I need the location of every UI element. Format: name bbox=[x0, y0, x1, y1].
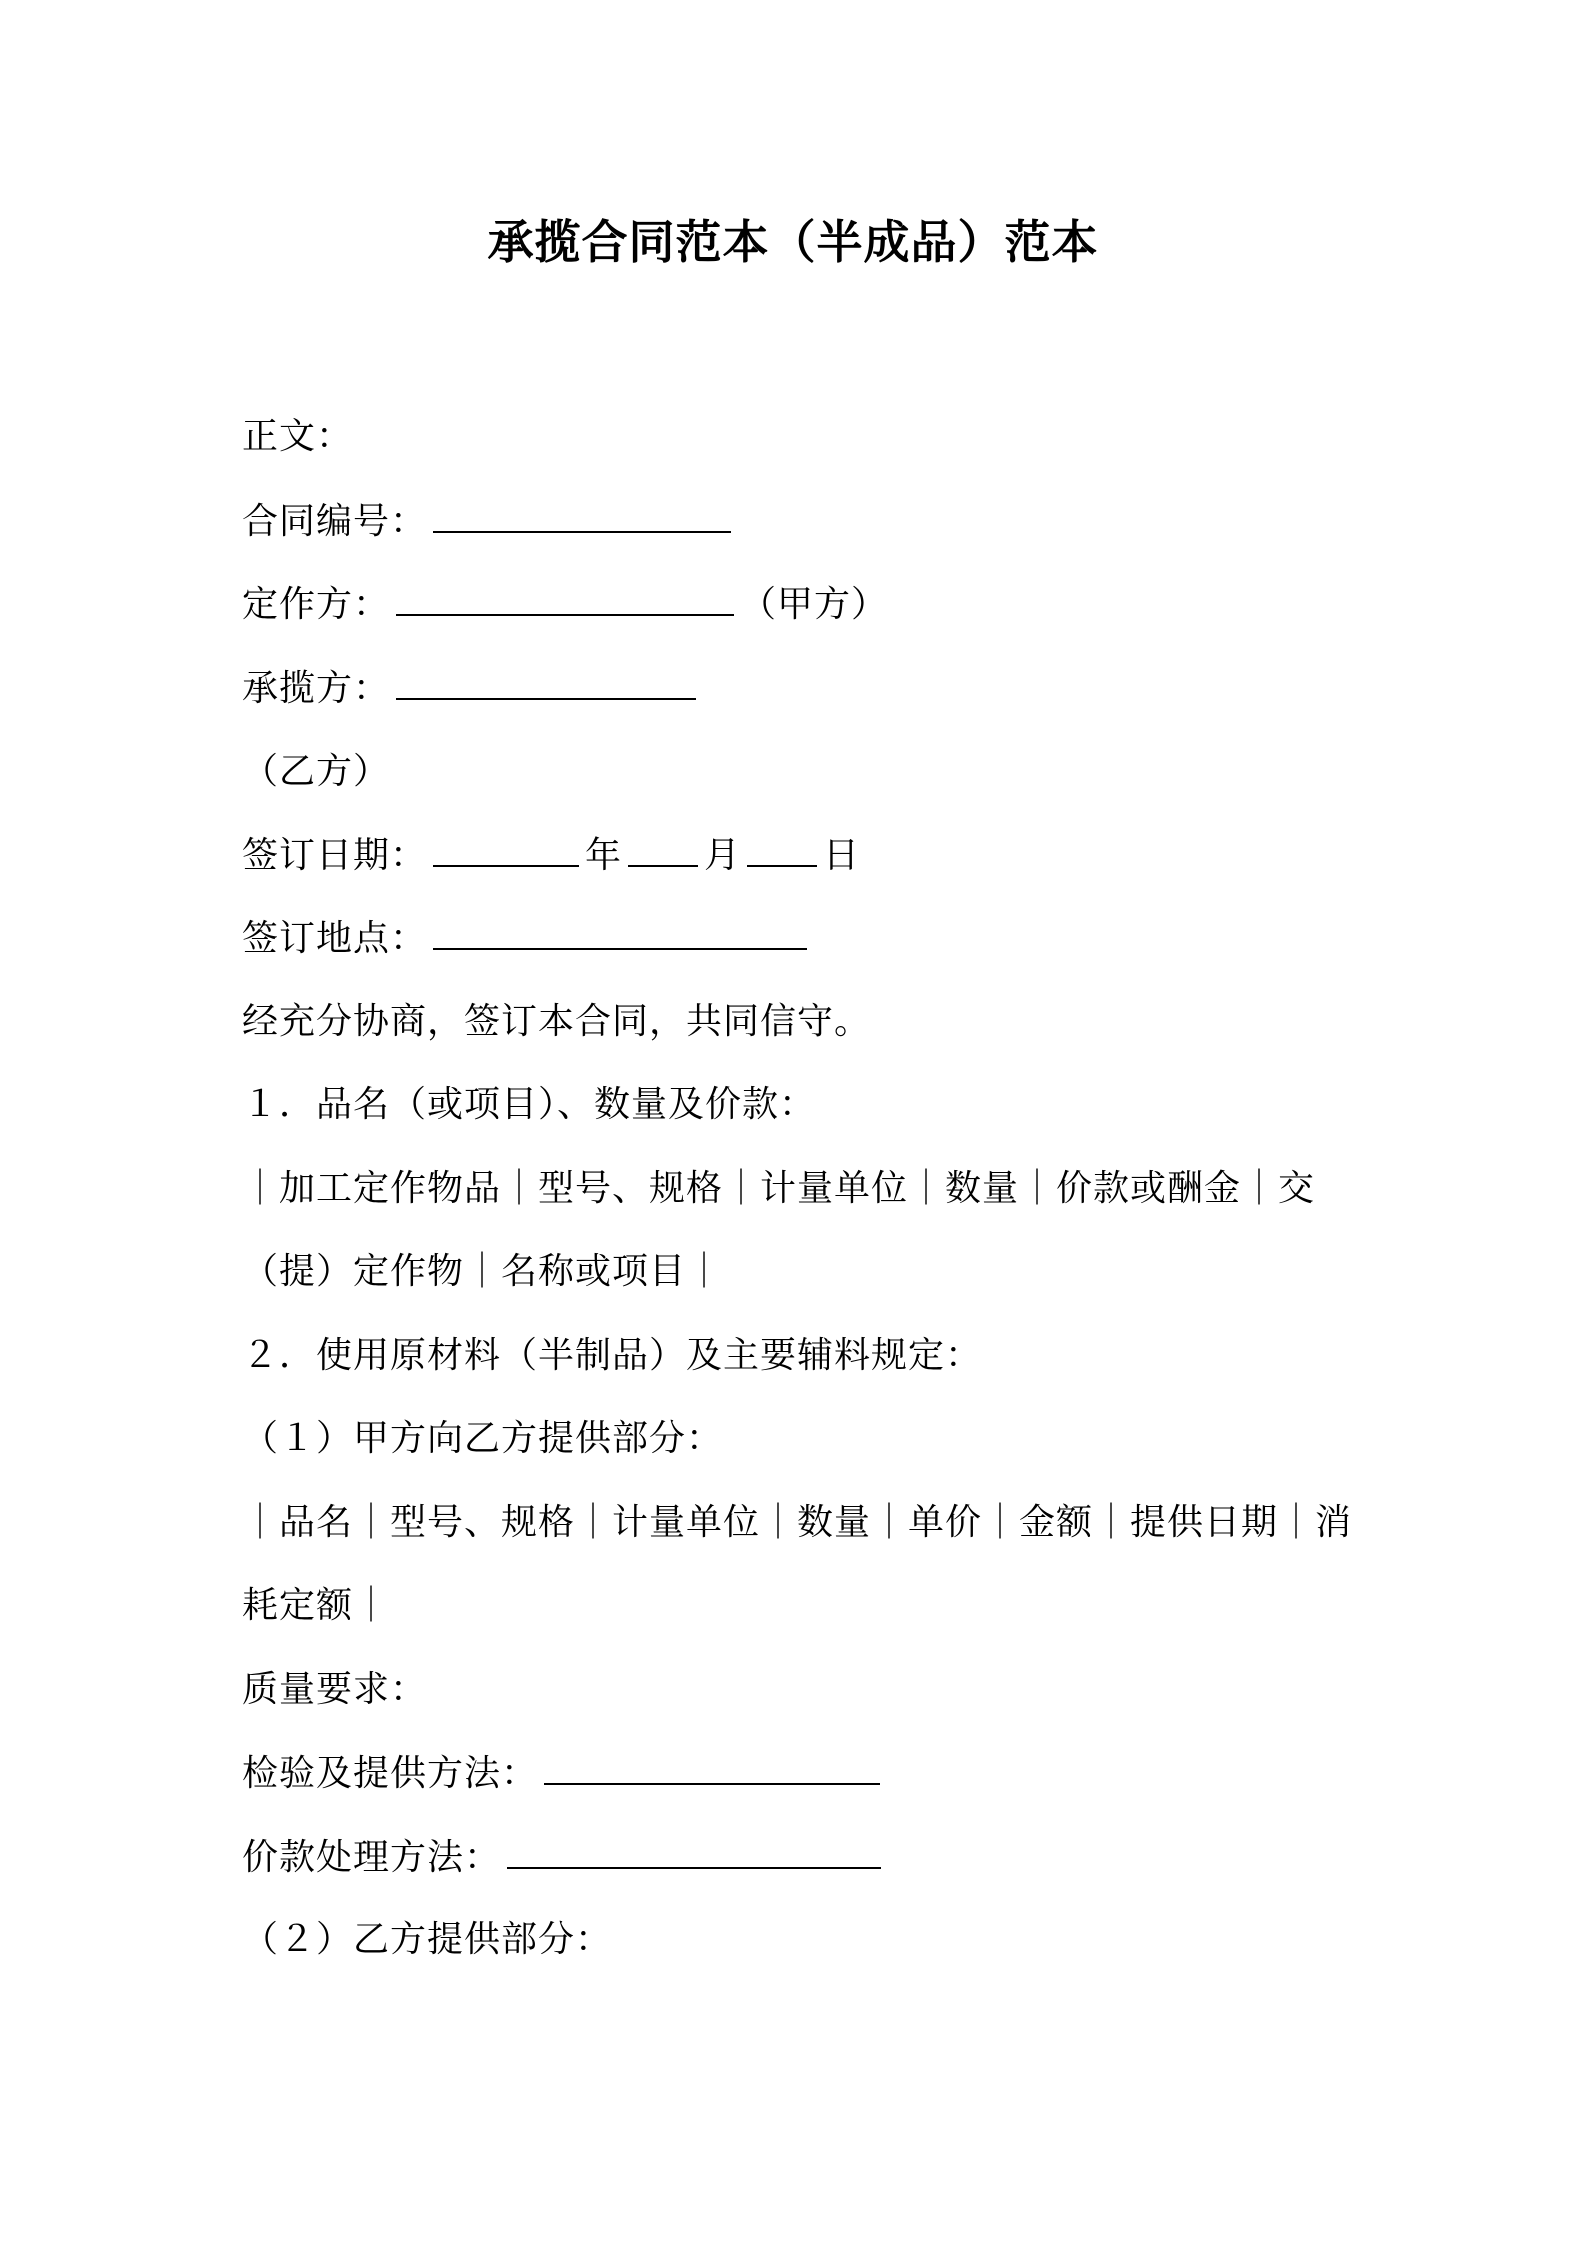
text-line-table-1-header-cont bbox=[242, 1248, 723, 1296]
section-1-heading: １．品名（或项目）、数量及价款： bbox=[242, 1084, 817, 1125]
day-label: 日 bbox=[823, 835, 861, 876]
inspection-method-blank bbox=[544, 1749, 880, 1785]
signing-date-label: 签订日期： bbox=[242, 835, 428, 876]
text-line-party-b bbox=[242, 748, 390, 796]
text-line-body-heading bbox=[242, 413, 353, 461]
text-line-ordering-party bbox=[242, 580, 888, 629]
contractor-label: 承揽方： bbox=[242, 668, 391, 709]
contract-number-blank bbox=[433, 497, 731, 533]
text-line-subsection-1 bbox=[242, 1415, 723, 1463]
text-line-quality-requirements bbox=[242, 1666, 427, 1714]
contract-number-label: 合同编号： bbox=[242, 501, 428, 542]
signing-place-blank bbox=[433, 914, 807, 950]
text-line-table-2-header bbox=[242, 1499, 1352, 1547]
document-title: 承揽合同范本（半成品）范本 bbox=[487, 215, 1099, 269]
month-label: 月 bbox=[704, 835, 742, 876]
text-line-table-1-header bbox=[242, 1165, 1315, 1213]
payment-method-blank bbox=[507, 1833, 881, 1869]
text-line-section-1 bbox=[242, 1081, 816, 1129]
text-line-subsection-2 bbox=[242, 1916, 612, 1964]
inspection-method-label: 检验及提供方法： bbox=[242, 1753, 539, 1794]
text-line-agreement-statement bbox=[242, 998, 871, 1046]
party-a-suffix: （甲方） bbox=[740, 584, 889, 625]
table-1-header-row: ｜加工定作物品｜型号、规格｜计量单位｜数量｜价款或酬金｜交 bbox=[242, 1168, 1316, 1209]
text-line-payment-method bbox=[242, 1833, 887, 1882]
table-2-header-row-cont: 耗定额｜ bbox=[242, 1585, 391, 1626]
text-line-inspection-method bbox=[242, 1749, 886, 1798]
text-line-signing-place bbox=[242, 914, 813, 963]
text-line-signing-date bbox=[242, 831, 860, 880]
day-blank bbox=[747, 831, 817, 867]
signing-place-label: 签订地点： bbox=[242, 918, 428, 959]
text-line-contract-number bbox=[242, 497, 737, 546]
contractor-blank bbox=[396, 664, 696, 700]
body-heading-text: 正文： bbox=[242, 416, 354, 457]
text-line-section-2 bbox=[242, 1332, 982, 1380]
party-b-text: （乙方） bbox=[242, 751, 391, 792]
year-blank bbox=[433, 831, 579, 867]
subsection-2-heading: （２）乙方提供部分： bbox=[242, 1919, 613, 1960]
year-label: 年 bbox=[585, 835, 623, 876]
section-2-heading: ２．使用原材料（半制品）及主要辅料规定： bbox=[242, 1335, 983, 1376]
table-2-header-row: ｜品名｜型号、规格｜计量单位｜数量｜单价｜金额｜提供日期｜消 bbox=[242, 1502, 1353, 1543]
ordering-party-blank bbox=[396, 580, 734, 616]
text-line-contractor bbox=[242, 664, 702, 713]
table-1-header-row-cont: （提）定作物｜名称或项目｜ bbox=[242, 1251, 724, 1292]
agreement-statement: 经充分协商，签订本合同，共同信守。 bbox=[242, 1001, 872, 1042]
text-line-table-2-header-cont bbox=[242, 1582, 390, 1630]
month-blank bbox=[628, 831, 698, 867]
ordering-party-label: 定作方： bbox=[242, 584, 391, 625]
quality-requirements-label: 质量要求： bbox=[242, 1669, 428, 1710]
subsection-1-heading: （１）甲方向乙方提供部分： bbox=[242, 1418, 724, 1459]
payment-method-label: 价款处理方法： bbox=[242, 1837, 502, 1878]
